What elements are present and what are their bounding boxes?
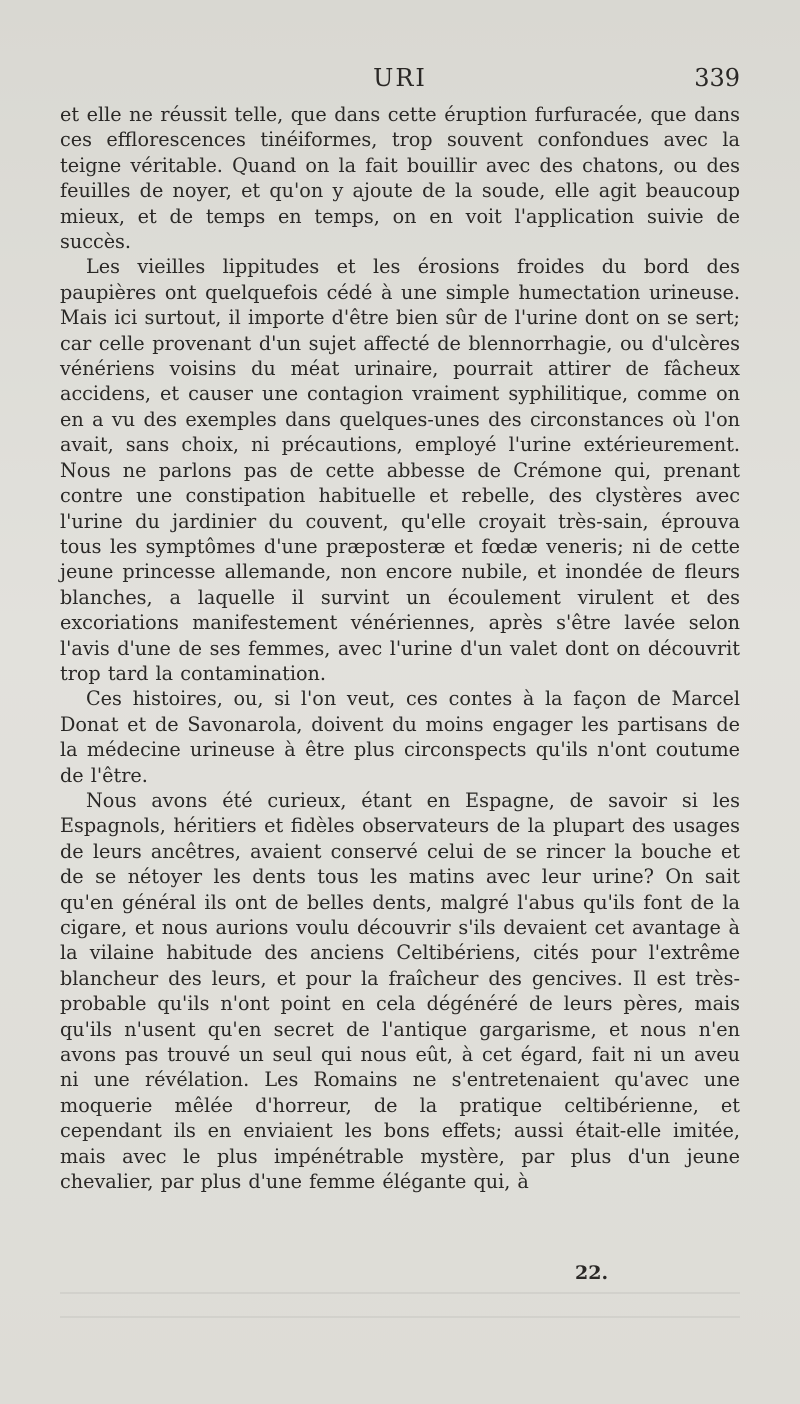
paragraph-espagne: Nous avons été curieux, étant en Espagne, de savoir si les Espagnols, héritiers et fidèles observateurs de la plupart des usages de leurs ancêtres, avaient conservé celui de se rincer la bouche et de se nétoyer les dents tous les matins avec leur urine? On sait qu'en général ils ont de belles dents, malgré l'abus qu'ils font de la cigare, et nous aurions voulu découvrir s'ils devaient cet avantage à la vilaine habitude des anciens Celtibériens, cités pour l'extrême blancheur des leurs, et pour la fraîcheur des gencives. Il est très-probable qu'ils n'ont point en cela dégénéré de leurs pères, mais qu'ils n'usent qu'en secret de l'antique gargarisme, et nous n'en avons pas trouvé un seul qui nous eût, à cet égard, fait ni un aveu ni une révélation. Les Romains ne s'entretenaient qu'avec une moquerie mêlée d'horreur, de la pratique celtibérienne, et cependant ils en enviaient les bons effets; aussi était-elle imitée, mais avec le plus impénétrable mystère, par plus d'un jeune chevalier, par plus d'une femme élégante qui, à xyxy=(60,788,740,1194)
page-number: 339 xyxy=(694,64,740,92)
show-through-texture xyxy=(60,1276,740,1336)
body-text xyxy=(60,102,740,1194)
paragraph-histoires: Ces histoires, ou, si l'on veut, ces contes à la façon de Marcel Donat et de Savonarola, doivent du moins engager les partisans de la médecine urineuse à être plus circonspects qu'ils n'ont coutume de l'être. xyxy=(60,687,740,787)
running-head: URI xyxy=(373,64,427,92)
paragraph-lippitudes: Les vieilles lippitudes et les érosions froides du bord des paupières ont quelquefois cédé à une simple humectation urineuse. Mais ici surtout, il importe d'être bien sûr de l'urine dont on se sert; car celle provenant d'un sujet affecté de blennorrhagie, ou d'ulcères vénériens voisins du méat urinaire, pourrait attirer de fâcheux accidens, et causer une contagion vraiment syphilitique, comme on en a vu des exemples dans quelques-unes des circonstances où l'on avait, sans choix, ni précautions, employé l'urine extérieurement. Nous ne parlons pas de cette abbesse de Crémone qui, prenant contre une constipation habituelle et rebelle, des clystères avec l'urine du jardinier du couvent, qu'elle croyait très-sain, éprouva tous les symptômes d'une præposteræ et fœdæ veneris; ni de cette jeune princesse allemande, non encore nubile, et inondée de fleurs blanches, a laquelle il survint un écoulement virulent et des excoriations manifestement vénériennes, après s'être lavée selon l'avis d'une de ses femmes, avec l'urine d'un valet dont on découvrit trop tard la contamination. xyxy=(60,255,740,685)
paragraph-continuation: et elle ne réussit telle, que dans cette éruption furfuracée, que dans ces efflorescences tinéiformes, trop souvent confondues avec la teigne véritable. Quand on la fait bouillir avec des chatons, ou des feuilles de noyer, et qu'on y ajoute de la soude, elle agit beaucoup mieux, et de temps en temps, on en voit l'application suivie de succès. xyxy=(60,103,740,254)
signature-mark: 22. xyxy=(575,1262,609,1284)
page-header xyxy=(60,64,740,98)
